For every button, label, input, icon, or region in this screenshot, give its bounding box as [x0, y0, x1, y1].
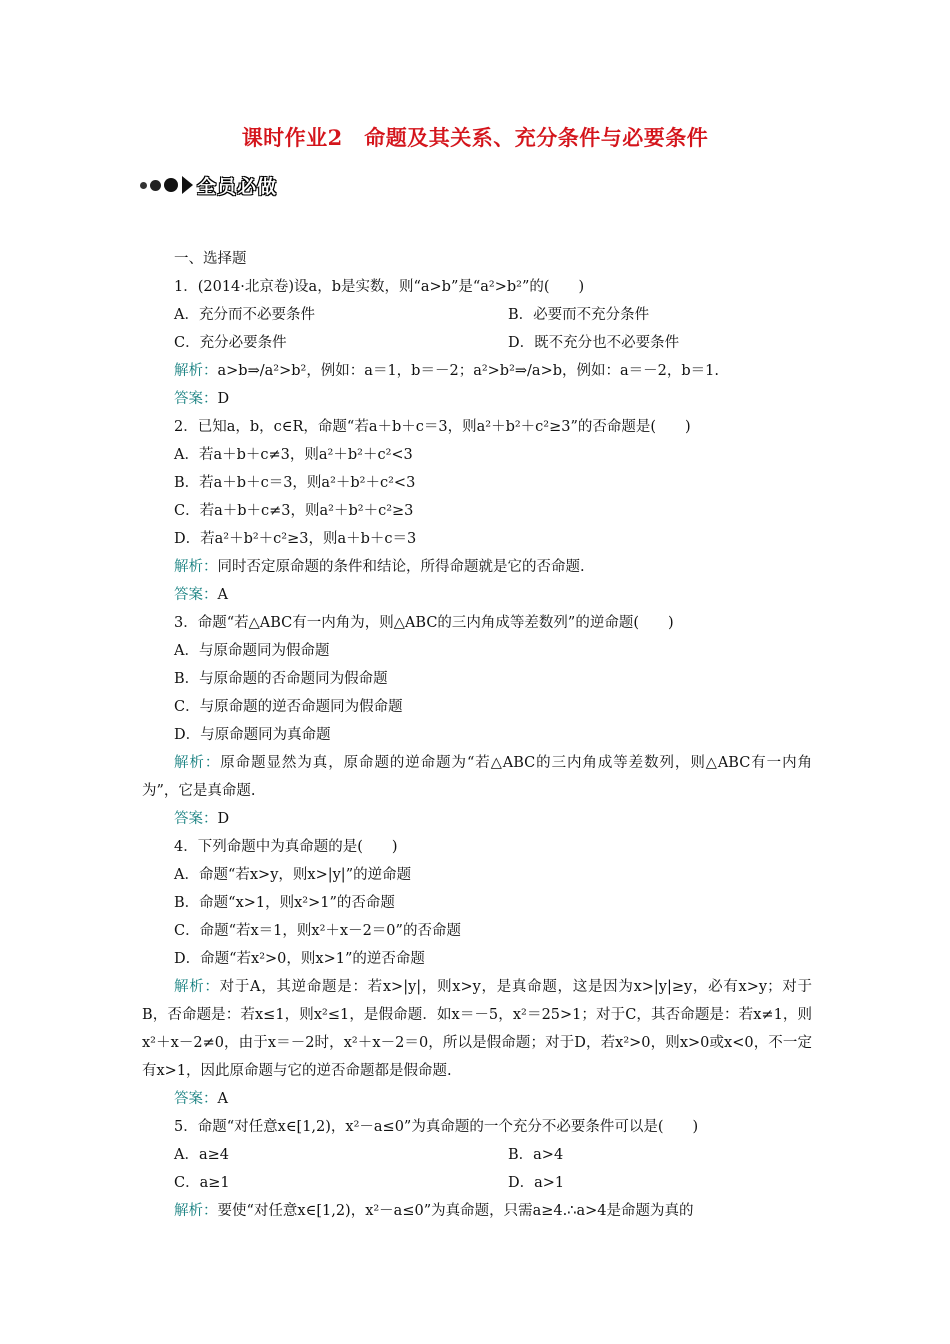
q1-answer-value: D [217, 391, 230, 407]
q1-solution-text: a>b⇒/a²>b²，例如：a＝1，b＝－2；a²>b²⇒/a>b，例如：a＝－2，b＝1. [217, 363, 719, 379]
q5-option-a: A．a≥4 [174, 1147, 229, 1163]
question-1: 1．(2014·北京卷)设a，b是实数，则“a>b”是“a²>b²”的( ) [174, 279, 585, 295]
q4-answer-value: A [217, 1091, 228, 1107]
q1-option-c: C．充分必要条件 [174, 335, 287, 351]
answer-label: 答案： [174, 1091, 218, 1107]
solution-label: 解析： [174, 559, 218, 575]
q2-option-b: B．若a＋b＋c＝3，则a²＋b²＋c²<3 [174, 475, 416, 491]
q3-answer-value: D [217, 811, 230, 827]
q4-solution-text: 对于A，其逆命题是：若x>|y|，则x>y，是真命题，这是因为x>|y|≥y，必有x>y；对于B，否命题是：若x≤1，则x²≤1，是假命题．如x＝－5，x²＝25>1；对于C，其否命题是：若x≠1，则x²＋x－2≠0，由于x＝－2时，x²＋x－2＝0，所以是假命题；对于D，若x²>0，则x>0或x<0，不一定有x>1，因此原命题与它的逆否命题都是假命题. [142, 979, 812, 1079]
q3-solution [142, 749, 812, 805]
q1-option-a: A．充分而不必要条件 [174, 307, 315, 323]
q3-option-b: B．与原命题的否命题同为假命题 [174, 671, 388, 687]
solution-label: 解析： [174, 755, 221, 771]
solution-label: 解析： [174, 979, 220, 995]
q4-option-d: D．命题“若x²>0，则x>1”的逆否命题 [174, 951, 425, 967]
page-title: 课时作业2 命题及其关系、充分条件与必要条件 [241, 125, 709, 150]
question-4: 4．下列命题中为真命题的是( ) [174, 839, 398, 855]
question-3: 3．命题“若△ABC有一内角为，则△ABC的三内角成等差数列”的逆命题( ) [174, 615, 674, 631]
answer-label: 答案： [174, 811, 218, 827]
q5-solution [142, 1197, 812, 1225]
exercise-content [142, 245, 812, 1225]
q1-answer [142, 385, 812, 413]
q1-options-row2 [142, 329, 812, 357]
q1-solution [142, 357, 812, 385]
solution-label: 解析： [174, 363, 218, 379]
q5-option-b: B．a>4 [508, 1147, 564, 1163]
q5-option-c: C．a≥1 [174, 1175, 230, 1191]
q2-solution [142, 553, 812, 581]
question-2: 2．已知a，b，c∈R，命题“若a＋b＋c＝3，则a²＋b²＋c²≥3”的否命题是( ) [174, 419, 691, 435]
q3-answer [142, 805, 812, 833]
section-banner [140, 170, 277, 200]
q2-answer-value: A [217, 587, 228, 603]
q5-options-row1 [142, 1141, 812, 1169]
solution-label: 解析： [174, 1203, 218, 1219]
q1-options-row1 [142, 301, 812, 329]
q3-solution-text: 原命题显然为真，原命题的逆命题为“若△ABC的三内角成等差数列，则△ABC有一内角为”，它是真命题. [142, 755, 813, 799]
q5-options-row2 [142, 1169, 812, 1197]
q4-solution [142, 973, 812, 1085]
q2-option-c: C．若a＋b＋c≠3，则a²＋b²＋c²≥3 [174, 503, 414, 519]
q3-option-d: D．与原命题同为真命题 [174, 727, 331, 743]
q4-option-c: C．命题“若x＝1，则x²＋x－2＝0”的否命题 [174, 923, 461, 939]
section-heading: 一、选择题 [174, 251, 247, 267]
question-5: 5．命题“对任意x∈[1,2)，x²－a≤0”为真命题的一个充分不必要条件可以是( ) [174, 1119, 699, 1135]
q2-option-d: D．若a²＋b²＋c²≥3，则a＋b＋c＝3 [174, 531, 417, 547]
dots-icon [140, 178, 178, 192]
q2-answer [142, 581, 812, 609]
q2-solution-text: 同时否定原命题的条件和结论，所得命题就是它的否命题. [217, 559, 585, 575]
q3-option-a: A．与原命题同为假命题 [174, 643, 330, 659]
answer-label: 答案： [174, 391, 218, 407]
q4-answer [142, 1085, 812, 1113]
q5-solution-text: 要使“对任意x∈[1,2)，x²－a≤0”为真命题，只需a≥4.∴a>4是命题为真的 [217, 1203, 694, 1219]
q4-option-b: B．命题“x>1，则x²>1”的否命题 [174, 895, 395, 911]
banner-label: 全员必做 [197, 175, 278, 198]
q3-option-c: C．与原命题的逆否命题同为假命题 [174, 699, 403, 715]
q5-option-d: D．a>1 [508, 1175, 565, 1191]
q1-option-b: B．必要而不充分条件 [508, 307, 650, 323]
q2-option-a: A．若a＋b＋c≠3，则a²＋b²＋c²<3 [174, 447, 413, 463]
answer-label: 答案： [174, 587, 218, 603]
arrow-right-icon [182, 176, 193, 194]
q4-option-a: A．命题“若x>y，则x>|y|”的逆命题 [174, 867, 412, 883]
q1-option-d: D．既不充分也不必要条件 [508, 335, 680, 351]
